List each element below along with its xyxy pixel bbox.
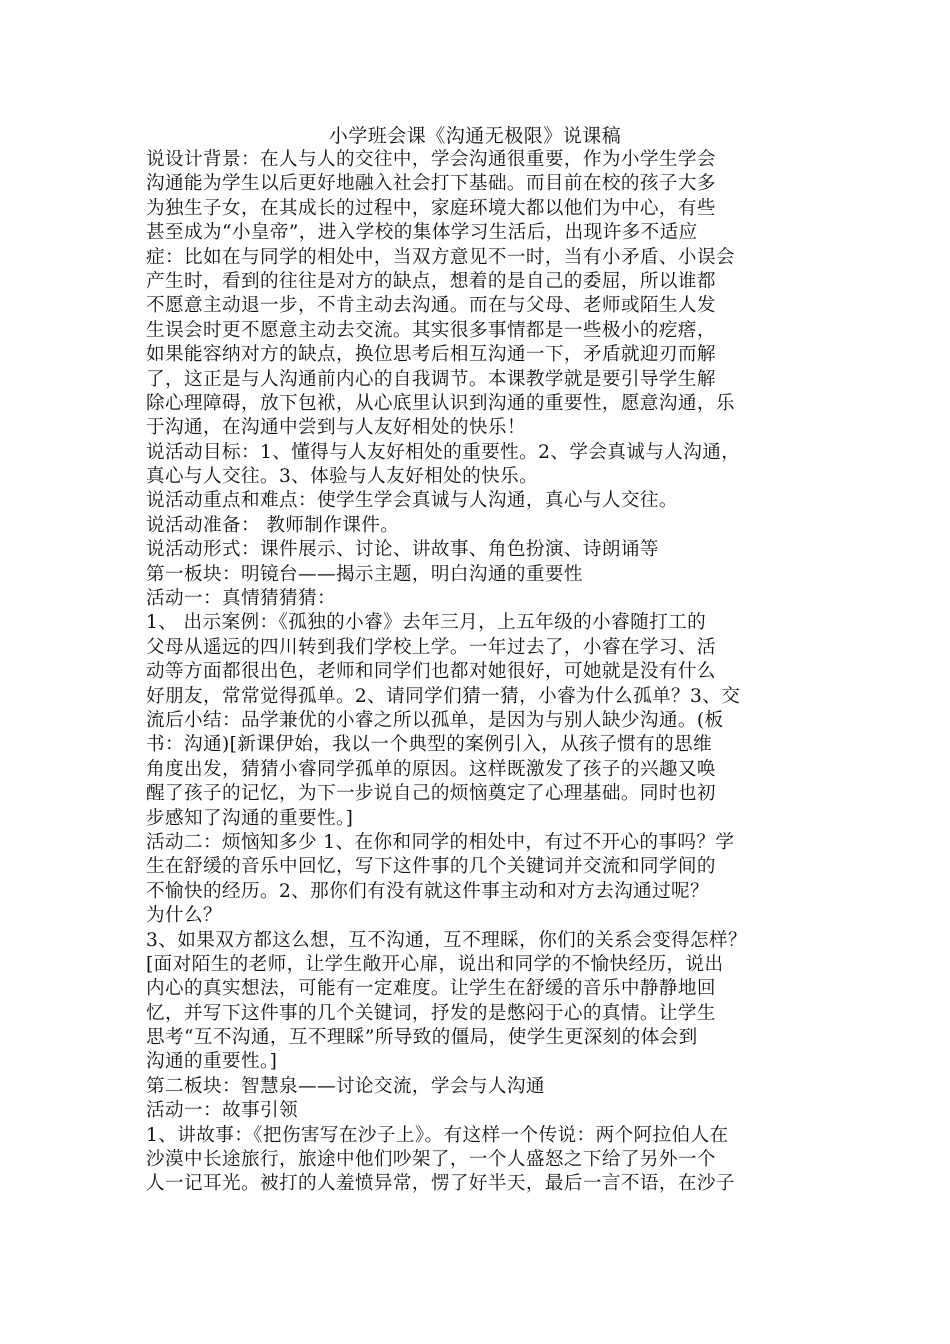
text-line: 父母从遥远的四川转到我们学校上学。一年过去了，小睿在学习、活 — [146, 636, 716, 658]
text-line: 活动一：故事引领 — [146, 1100, 298, 1122]
text-line: 了，这正是与人沟通前内心的自我调节。本课教学就是要引导学生解 — [146, 368, 716, 390]
text-line: 说设计背景：在人与人的交往中，学会沟通很重要，作为小学生学会 — [146, 149, 716, 170]
text-line: 不愿意主动退一步，不肯主动去沟通。而在与父母、老师或陌生人发 — [146, 295, 716, 317]
text-line: 人一记耳光。被打的人羞愤异常，愣了好半天，最后一言不语，在沙子 — [146, 1173, 735, 1195]
text-line: 内心的真实想法，可能有一定难度。让学生在舒缓的音乐中静静地回 — [146, 978, 716, 1000]
text-line: 说活动目标：1、懂得与人友好相处的重要性。2、学会真诚与人沟通， — [146, 441, 741, 463]
text-line: 忆，并写下这件事的几个关键词，抒发的是憋闷于心的真情。让学生 — [146, 1002, 716, 1024]
text-line: 书：沟通)[新课伊始，我以一个典型的案例引入，从孩子惯有的思维 — [146, 734, 713, 756]
document-title: 小学班会课《沟通无极限》说课稿 — [328, 125, 622, 147]
text-line: 生在舒缓的音乐中回忆，写下这件事的几个关键词并交流和同学间的 — [146, 856, 716, 878]
text-line: 如果能容纳对方的缺点，换位思考后相互沟通一下，矛盾就迎刃而解 — [146, 344, 716, 366]
text-line: 真心与人交往。3、体验与人友好相处的快乐。 — [146, 466, 539, 488]
text-line: 甚至成为“小皇帝”，进入学校的集体学习生活后，出现许多不适应 — [146, 222, 698, 244]
text-line: 不愉快的经历。2、那你们有没有就这件事主动和对方去沟通过呢？ — [146, 880, 710, 902]
text-line: [面对陌生的老师，让学生敞开心扉，说出和同学的不愉快经历，说出 — [146, 953, 724, 975]
text-line: 沟通的重要性。] — [146, 1051, 278, 1073]
document-body — [146, 148, 822, 1197]
text-line: 活动二：烦恼知多少 1、在你和同学的相处中，有过不开心的事吗？学 — [146, 831, 735, 853]
text-line: 动等方面都很出色，老师和同学们也都对她很好，可她就是没有什么 — [146, 661, 716, 683]
text-line: 沟通能为学生以后更好地融入社会打下基础。而目前在校的孩子大多 — [146, 173, 716, 195]
text-line: 产生时，看到的往往是对方的缺点，想着的是自己的委屈，所以谁都 — [146, 270, 716, 292]
text-line: 1、讲故事：《把伤害写在沙子上》。有这样一个传说：两个阿拉伯人在 — [146, 1124, 729, 1146]
text-line: 为什么？ — [146, 905, 222, 927]
text-line: 1、 出示案例：《孤独的小睿》去年三月，上五年级的小睿随打工的 — [146, 612, 707, 634]
text-line: 说活动形式：课件展示、讨论、讲故事、角色扮演、诗朗诵等 — [146, 539, 659, 561]
text-line: 醒了孩子的记忆，为下一步说自己的烦恼奠定了心理基础。同时也初 — [146, 783, 716, 805]
text-line: 说活动准备： 教师制作课件。 — [146, 514, 400, 536]
text-line: 除心理障碍，放下包袱，从心底里认识到沟通的重要性，愿意沟通，乐 — [146, 392, 735, 414]
text-line: 步感知了沟通的重要性。] — [146, 807, 354, 829]
text-line: 第二板块：智慧泉——讨论交流，学会与人沟通 — [146, 1075, 545, 1097]
text-line: 角度出发，猜猜小睿同学孤单的原因。这样既激发了孩子的兴趣又唤 — [146, 758, 716, 780]
text-line: 为独生子女，在其成长的过程中，家庭环境大都以他们为中心，有些 — [146, 197, 716, 219]
text-line: 说活动重点和难点：使学生学会真诚与人沟通，真心与人交往。 — [146, 490, 678, 512]
text-line: 好朋友，常常觉得孤单。2、请同学们猜一猜，小睿为什么孤单？3、交 — [146, 685, 741, 707]
text-line: 3、如果双方都这么想，互不沟通，互不理睬，你们的关系会变得怎样？ — [146, 929, 748, 951]
text-line: 于沟通，在沟通中尝到与人友好相处的快乐！ — [146, 417, 526, 439]
text-line: 活动一：真情猜猜猜： — [146, 588, 336, 610]
text-line: 流后小结：品学兼优的小睿之所以孤单，是因为与别人缺少沟通。(板 — [146, 709, 724, 731]
text-line: 第一板块：明镜台——揭示主题，明白沟通的重要性 — [146, 563, 583, 585]
text-line: 生误会时更不愿意主动去交流。其实很多事情都是一些极小的疙瘩， — [146, 319, 716, 341]
text-line: 症：比如在与同学的相处中，当双方意见不一时，当有小矛盾、小误会 — [146, 246, 735, 268]
text-line: 思考“互不沟通，互不理睬”所导致的僵局，使学生更深刻的体会到 — [146, 1027, 698, 1049]
text-line: 沙漠中长途旅行，旅途中他们吵架了，一个人盛怒之下给了另外一个 — [146, 1149, 716, 1171]
